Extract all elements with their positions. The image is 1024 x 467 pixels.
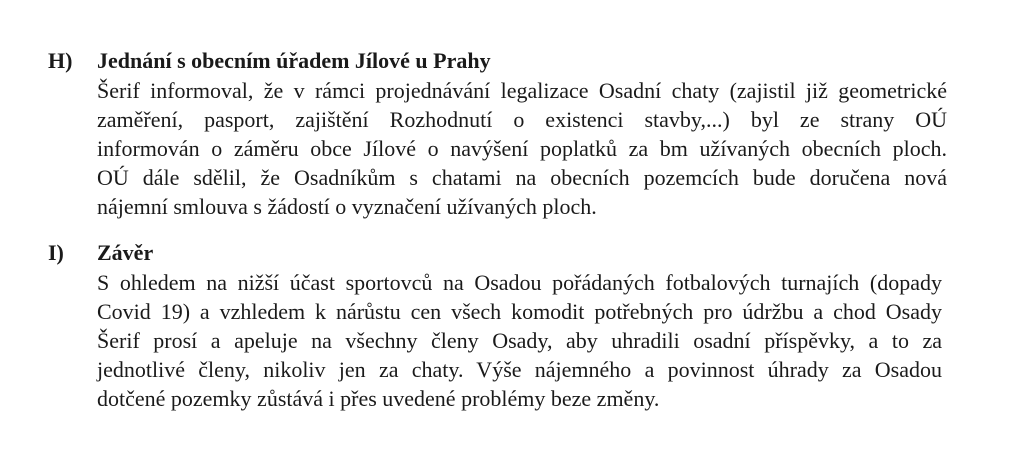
paragraph-line: informován o záměru obce Jílové o navýšení poplatků za bm užívaných obecních ploch. bbox=[97, 136, 947, 161]
section-marker: I) bbox=[48, 240, 64, 265]
paragraph-line: nájemní smlouva s žádostí o vyznačení užívaných ploch. bbox=[97, 194, 597, 219]
section-body bbox=[97, 268, 947, 413]
section-heading: Závěr bbox=[97, 240, 154, 265]
paragraph-line: Covid 19) a vzhledem k nárůstu cen všech komodit potřebných pro údržbu a chod Osady bbox=[97, 299, 942, 324]
section-body bbox=[97, 76, 947, 221]
paragraph-line: Šerif prosí a apeluje na všechny členy Osady, aby uhradili osadní příspěvky, a to za bbox=[97, 328, 942, 353]
section-marker: H) bbox=[48, 48, 73, 73]
paragraph-line: S ohledem na nižší účast sportovců na Osadou pořádaných fotbalových turnajích (dopady bbox=[97, 270, 942, 295]
paragraph-line: dotčené pozemky zůstává i přes uvedené problémy beze změny. bbox=[97, 386, 660, 411]
paragraph-line: Šerif informoval, že v rámci projednávání legalizace Osadní chaty (zajistil již geometrické bbox=[97, 78, 947, 103]
section-heading: Jednání s obecním úřadem Jílové u Prahy bbox=[97, 48, 491, 73]
paragraph-line: OÚ dále sdělil, že Osadníkům s chatami na obecních pozemcích bude doručena nová bbox=[97, 165, 947, 190]
paragraph-line: zaměření, pasport, zajištění Rozhodnutí o existenci stavby,...) byl ze strany OÚ bbox=[97, 107, 947, 132]
paragraph-line: jednotlivé členy, nikoliv jen za chaty. Výše nájemného a povinnost úhrady za Osadou bbox=[97, 357, 942, 382]
